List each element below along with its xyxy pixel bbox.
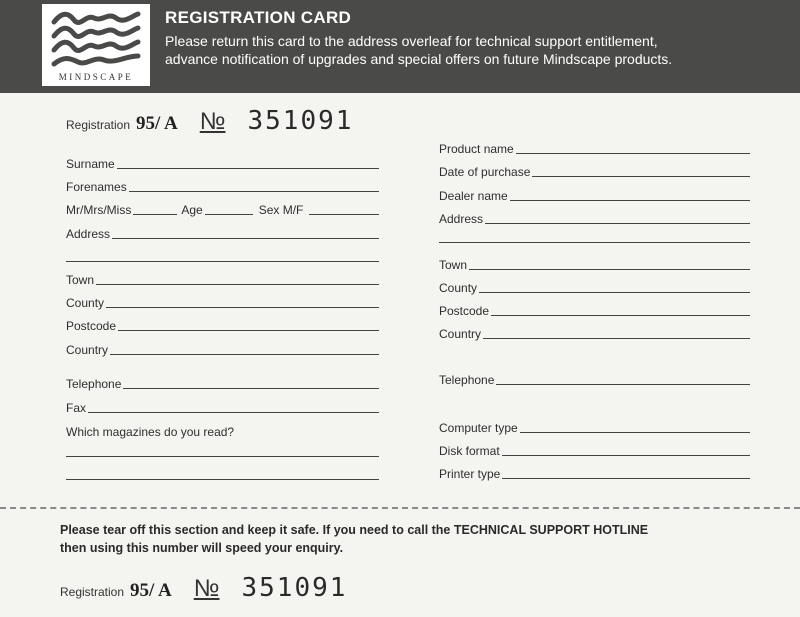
dealer-name-field[interactable] — [439, 187, 750, 203]
dealer-name-label: Dealer name — [439, 189, 508, 203]
dealer-address-line[interactable] — [485, 223, 750, 224]
telephone-label: Telephone — [66, 377, 122, 391]
postcode-line[interactable] — [118, 330, 379, 331]
number-symbol: № — [199, 108, 226, 135]
postcode-field[interactable] — [66, 317, 379, 333]
tear-off-instruction-line-2: then using this number will speed your enquiry. — [60, 541, 344, 555]
serial-number: 351091 — [247, 106, 354, 136]
card-title: REGISTRATION CARD — [165, 8, 352, 27]
printer-type-field[interactable] — [439, 465, 750, 481]
postcode-label: Postcode — [66, 319, 117, 333]
county-line[interactable] — [106, 307, 379, 308]
fax-label: Fax — [66, 401, 87, 415]
dealer-address-line-2[interactable] — [439, 242, 750, 243]
sex-label: Sex M/F — [258, 203, 304, 217]
date-of-purchase-field[interactable] — [439, 163, 750, 179]
dealer-country-field[interactable] — [439, 325, 750, 341]
town-line[interactable] — [96, 284, 379, 285]
dealer-county-field[interactable] — [439, 279, 750, 295]
address-label: Address — [66, 227, 111, 241]
town-label: Town — [66, 273, 95, 287]
title-line[interactable] — [133, 214, 177, 215]
magazines-question — [66, 423, 379, 439]
number-symbol: № — [193, 575, 220, 602]
computer-type-label: Computer type — [439, 421, 518, 435]
address-line[interactable] — [112, 238, 379, 239]
dealer-county-line[interactable] — [479, 292, 750, 293]
logo-wordmark: MINDSCAPE — [58, 72, 134, 82]
town-field[interactable] — [66, 271, 379, 287]
forenames-field[interactable] — [66, 178, 379, 194]
card-subtitle-line-1: Please return this card to the address overleaf for technical support entitlement, — [165, 33, 658, 49]
computer-type-field[interactable] — [439, 419, 750, 435]
dealer-telephone-field[interactable] — [439, 371, 750, 387]
dealer-postcode-field[interactable] — [439, 302, 750, 318]
card-subtitle-line-2: advance notification of upgrades and special offers on future Mindscape products. — [165, 51, 673, 67]
product-name-label: Product name — [439, 142, 514, 156]
dealer-postcode-line[interactable] — [491, 315, 750, 316]
dealer-telephone-label: Telephone — [439, 373, 495, 387]
date-of-purchase-label: Date of purchase — [439, 165, 531, 179]
fax-field[interactable] — [66, 399, 379, 415]
title-age-sex-field[interactable] — [66, 201, 379, 217]
serial-number: 351091 — [241, 573, 348, 603]
dealer-address-field[interactable] — [439, 210, 750, 226]
magazines-line-2[interactable] — [66, 479, 379, 480]
forenames-label: Forenames — [66, 180, 127, 194]
address-line-2[interactable] — [66, 261, 379, 262]
fax-line[interactable] — [88, 412, 379, 413]
surname-line[interactable] — [117, 168, 379, 169]
dealer-name-line[interactable] — [510, 200, 750, 201]
product-name-line[interactable] — [516, 153, 750, 154]
disk-format-field[interactable] — [439, 442, 750, 458]
card-header — [0, 0, 800, 93]
dealer-telephone-line[interactable] — [496, 384, 750, 385]
title-label: Mr/Mrs/Miss — [66, 203, 132, 217]
magazines-line-1[interactable] — [66, 456, 379, 457]
dealer-country-line[interactable] — [483, 338, 750, 339]
registration-number-top — [66, 106, 353, 136]
registration-label: Registration — [66, 118, 131, 132]
product-name-field[interactable] — [439, 140, 750, 156]
telephone-line[interactable] — [123, 388, 379, 389]
dealer-town-label: Town — [439, 258, 468, 272]
magazines-label: Which magazines do you read? — [66, 425, 235, 439]
tear-off-dashed-line — [0, 507, 800, 509]
dealer-county-label: County — [439, 281, 478, 295]
telephone-field[interactable] — [66, 375, 379, 391]
county-field[interactable] — [66, 294, 379, 310]
printer-type-line[interactable] — [502, 478, 750, 479]
surname-label: Surname — [66, 157, 115, 171]
country-label: Country — [66, 343, 109, 357]
disk-format-line[interactable] — [502, 455, 750, 456]
mindscape-logo — [40, 2, 152, 88]
sex-line[interactable] — [309, 214, 379, 215]
age-label: Age — [181, 203, 203, 217]
county-label: County — [66, 296, 105, 310]
dealer-town-line[interactable] — [469, 269, 750, 270]
country-line[interactable] — [110, 354, 379, 355]
disk-format-label: Disk format — [439, 444, 500, 458]
date-of-purchase-line[interactable] — [532, 176, 750, 177]
printer-type-label: Printer type — [439, 467, 501, 481]
registration-code: 95/ A — [136, 113, 178, 134]
computer-type-line[interactable] — [520, 432, 750, 433]
dealer-town-field[interactable] — [439, 256, 750, 272]
surname-field[interactable] — [66, 155, 379, 171]
forenames-line[interactable] — [129, 191, 379, 192]
age-line[interactable] — [205, 214, 253, 215]
dealer-address-label: Address — [439, 212, 484, 226]
address-field[interactable] — [66, 225, 379, 241]
tear-off-instruction-line-1: Please tear off this section and keep it safe. If you need to call the TECHNICAL SUPPORT HOTLINE — [60, 523, 649, 537]
registration-number-bottom — [60, 573, 347, 603]
registration-label: Registration — [60, 585, 125, 599]
wave-logo-icon — [50, 10, 142, 68]
dealer-postcode-label: Postcode — [439, 304, 490, 318]
country-field[interactable] — [66, 341, 379, 357]
dealer-country-label: Country — [439, 327, 482, 341]
registration-code: 95/ A — [130, 580, 172, 601]
